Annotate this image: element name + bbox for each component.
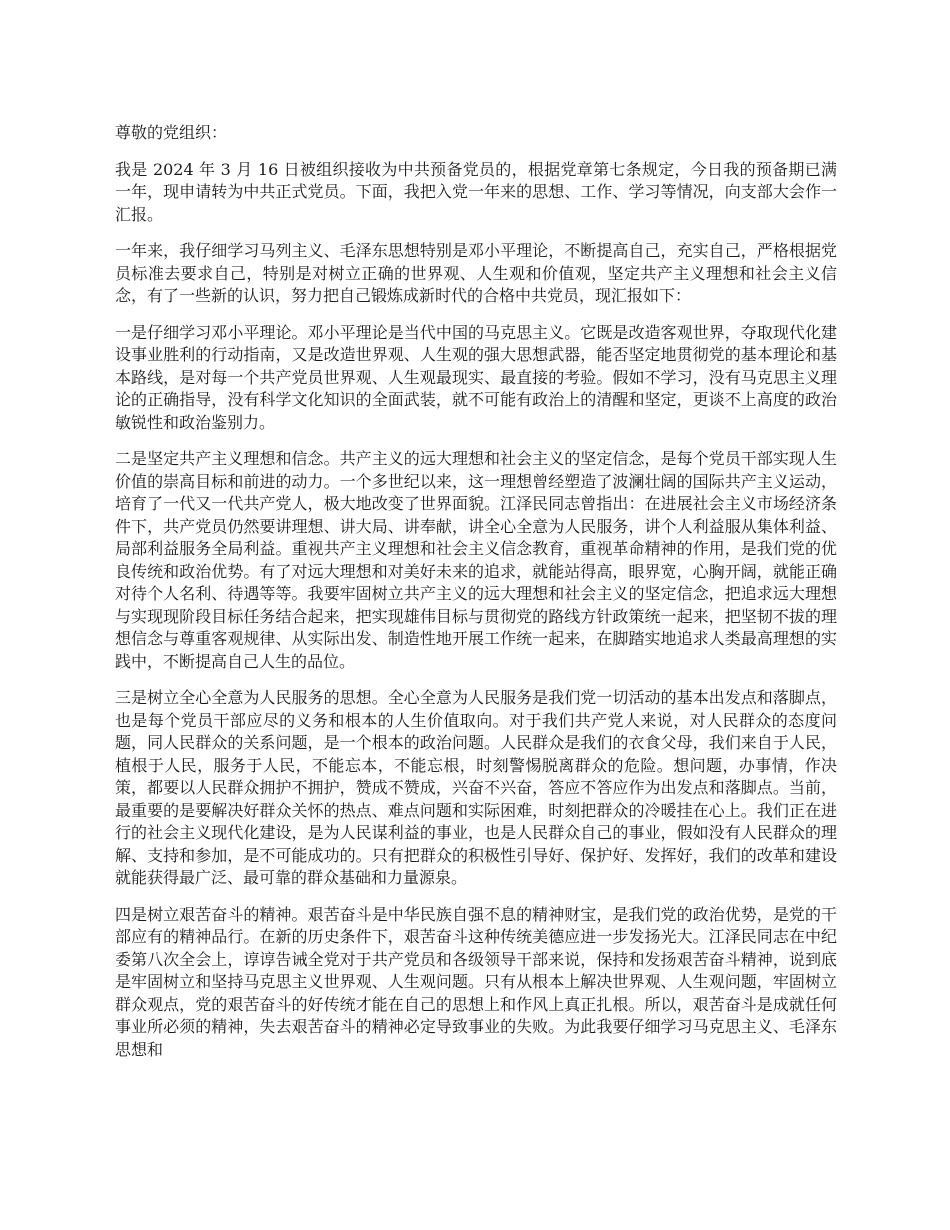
paragraph-point-two: 二是坚定共产主义理想和信念。共产主义的远大理想和社会主义的坚定信念，是每个党员干部实现人生价值的崇高目标和前进的动力。一个多世纪以来，这一理想曾经塑造了波澜壮阔的国际共产主义运动，培育了一代又一代共产党人，极大地改变了世界面貌。江泽民同志曾指出：在进展社会主义市场经济条件下，共产党员仍然要讲理想、讲大局、讲奉献，讲全心全意为人民服务，讲个人利益服从集体利益、局部利益服务全局利益。重视共产主义理想和社会主义信念教育，重视革命精神的作用，是我们党的优良传统和政治优势。有了对远大理想和对美好未来的追求，就能站得高，眼界宽，心胸开阔，就能正确对待个人名利、待遇等等。我要牢固树立共产主义的远大理想和社会主义的坚定信念，把追求远大理想与实现现阶段目标任务结合起来，把实现雄伟目标与贯彻党的路线方针政策统一起来，把坚韧不拔的理想信念与尊重客观规律、从实际出发、制造性地开展工作统一起来，在脚踏实地追求人类最高理想的实践中，不断提高自己人生的品位。 xyxy=(115,449,837,671)
paragraph-overview: 一年来，我仔细学习马列主义、毛泽东思想特别是邓小平理论，不断提高自己，充实自己，严格根据党员标准去要求自己，特别是对树立正确的世界观、人生观和价值观，坚定共产主义理想和社会主义信念，有了一些新的认识，努力把自己锻炼成新时代的合格中共党员，现汇报如下： xyxy=(115,241,837,305)
document-body xyxy=(115,122,837,1075)
paragraph-point-four: 四是树立艰苦奋斗的精神。艰苦奋斗是中华民族自强不息的精神财宝，是我们党的政治优势，是党的干部应有的精神品行。在新的历史条件下，艰苦奋斗这种传统美德应进一步发扬光大。江泽民同志在中纪委第八次全会上，谆谆告诫全党对于共产党员和各级领导干部来说，保持和发扬艰苦奋斗精神，说到底是牢固树立和坚持马克思主义世界观、人生观问题。只有从根本上解决世界观、人生观问题，牢固树立群众观点，党的艰苦奋斗的好传统才能在自己的思想上和作风上真正扎根。所以，艰苦奋斗是成就任何事业所必须的精神，失去艰苦奋斗的精神必定导致事业的失败。为此我要仔细学习马克思主义、毛泽东思想和 xyxy=(115,904,837,1059)
salutation: 尊敬的党组织： xyxy=(115,123,228,142)
paragraph-point-one: 一是仔细学习邓小平理论。邓小平理论是当代中国的马克思主义。它既是改造客观世界，夺取现代化建设事业胜利的行动指南，又是改造世界观、人生观的强大思想武器，能否坚定地贯彻党的基本理论和基本路线，是对每一个共产党员世界观、人生观最现实、最直接的考验。假如不学习，没有马克思主义理论的正确指导，没有科学文化知识的全面武装，就不可能有政治上的清醒和坚定，更谈不上高度的政治敏锐性和政治鉴别力。 xyxy=(115,322,837,432)
paragraph-point-three: 三是树立全心全意为人民服务的思想。全心全意为人民服务是我们党一切活动的基本出发点和落脚点，也是每个党员干部应尽的义务和根本的人生价值取向。对于我们共产党人来说，对人民群众的态度问题，同人民群众的关系问题，是一个根本的政治问题。人民群众是我们的衣食父母，我们来自于人民，植根于人民，服务于人民，不能忘本，不能忘根，时刻警惕脱离群众的危险。想问题，办事情，作决策，都要以人民群众拥护不拥护，赞成不赞成，兴奋不兴奋，答应不答应作为出发点和落脚点。当前，最重要的是要解决好群众关怀的热点、难点问题和实际困难，时刻把群众的冷暖挂在心上。我们正在进行的社会主义现代化建设，是为人民谋利益的事业，也是人民群众自己的事业，假如没有人民群众的理解、支持和参加，是不可能成功的。只有把群众的积极性引导好、保护好、发挥好，我们的改革和建设就能获得最广泛、最可靠的群众基础和力量源泉。 xyxy=(115,688,837,887)
paragraph-intro: 我是 2024 年 3 月 16 日被组织接收为中共预备党员的，根据党章第七条规定，今日我的预备期已满一年，现申请转为中共正式党员。下面，我把入党一年来的思想、工作、学习等情况，向支部大会作一汇报。 xyxy=(115,159,837,224)
